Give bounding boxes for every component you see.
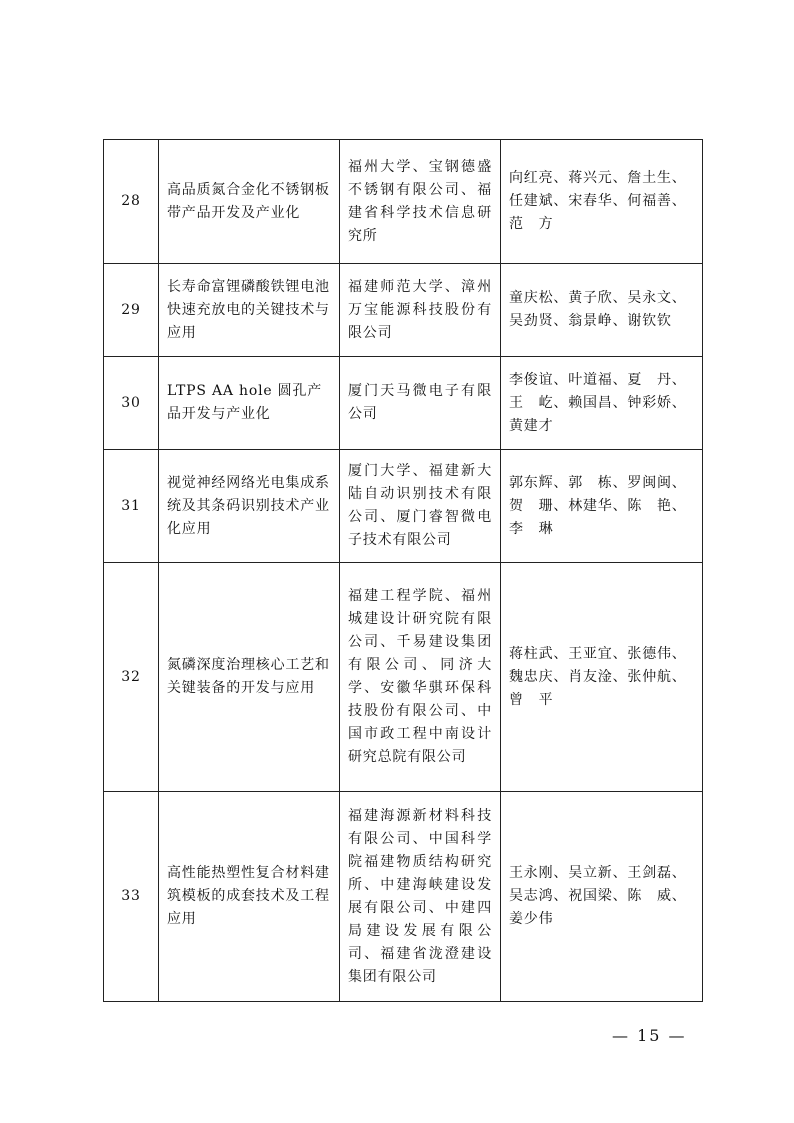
- row-number: 29: [104, 264, 159, 357]
- table-row: [104, 450, 703, 563]
- completing-units: 福建师范大学、漳州万宝能源科技股份有限公司: [340, 264, 501, 357]
- project-name: 长寿命富锂磷酸铁锂电池快速充放电的关键技术与应用: [159, 264, 340, 357]
- table-row: [104, 563, 703, 792]
- project-name: 氮磷深度治理核心工艺和关键装备的开发与应用: [159, 563, 340, 792]
- row-number: 28: [104, 140, 159, 264]
- table-row: [104, 792, 703, 1002]
- table-row: [104, 357, 703, 450]
- row-number: 31: [104, 450, 159, 563]
- completing-people: 郭东辉、郭 栋、罗闽闽、贺 珊、林建华、陈 艳、李 琳: [501, 450, 703, 563]
- project-name: 高性能热塑性复合材料建筑模板的成套技术及工程应用: [159, 792, 340, 1002]
- completing-people: 向红亮、蒋兴元、詹土生、任建斌、宋春华、何福善、范 方: [501, 140, 703, 264]
- project-name: 视觉神经网络光电集成系统及其条码识别技术产业化应用: [159, 450, 340, 563]
- completing-units: 厦门天马微电子有限公司: [340, 357, 501, 450]
- row-number: 33: [104, 792, 159, 1002]
- completing-people: 童庆松、黄子欣、吴永文、吴劲贤、翁景峥、谢钦钦: [501, 264, 703, 357]
- award-table: [103, 139, 703, 1002]
- project-name: LTPS AA hole 圆孔产品开发与产业化: [159, 357, 340, 450]
- completing-people: 李俊谊、叶道福、夏 丹、王 屹、赖国昌、钟彩娇、黄建才: [501, 357, 703, 450]
- completing-people: 蒋柱武、王亚宜、张德伟、魏忠庆、肖友淦、张仲航、曾 平: [501, 563, 703, 792]
- completing-units: 福建海源新材料科技有限公司、中国科学院福建物质结构研究所、中建海峡建设发展有限公司、中建四局建设发展有限公司、福建省泷澄建设集团有限公司: [340, 792, 501, 1002]
- completing-people: 王永刚、吴立新、王剑磊、吴志鸿、祝国梁、陈 威、姜少伟: [501, 792, 703, 1002]
- project-name: 高品质氮合金化不锈钢板带产品开发及产业化: [159, 140, 340, 264]
- table-row: [104, 140, 703, 264]
- page-number: — 15 —: [612, 1026, 687, 1045]
- row-number: 32: [104, 563, 159, 792]
- completing-units: 福州大学、宝钢德盛不锈钢有限公司、福建省科学技术信息研究所: [340, 140, 501, 264]
- completing-units: 厦门大学、福建新大陆自动识别技术有限公司、厦门睿智微电子技术有限公司: [340, 450, 501, 563]
- row-number: 30: [104, 357, 159, 450]
- table-row: [104, 264, 703, 357]
- completing-units: 福建工程学院、福州城建设计研究院有限公司、千易建设集团有限公司、同济大学、安徽华骐环保科技股份有限公司、中国市政工程中南设计研究总院有限公司: [340, 563, 501, 792]
